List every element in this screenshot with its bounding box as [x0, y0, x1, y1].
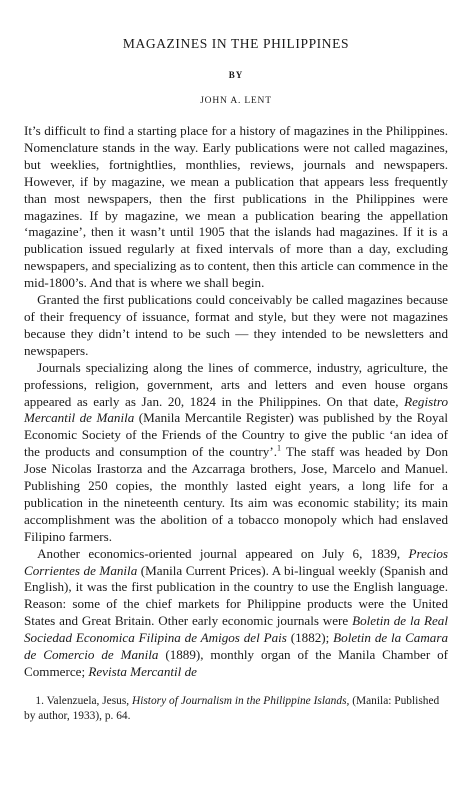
publication-title: Boletin de la Camara de Comercio de Manila	[24, 630, 449, 663]
paragraph-4	[24, 546, 448, 681]
paragraph-1: It’s difficult to find a starting place for a history of magazines in the Philippines. Nomenclature stands in the way. Early publications were not called magazines, but weeklies, fortnightlies, monthlies, reviews, journals and newspapers. However, if by magazine, we mean a publication that appears less frequently than most newspapers, then the first publications in the Philippines were magazines. If by magazine, we mean a publication bearing the appellation ‘magazine’, then it wasn’t until 1905 that the islands had magazines. If it is a publication issued regularly at fixed intervals of more than a day, excluding newspapers, and specializing as to content, then this article can commence in the mid-1800’s. And that is where we shall begin.	[24, 123, 448, 291]
footnote-text-a: 1. Valenzuela, Jesus,	[35, 694, 132, 707]
paragraph-3-text-a: Journals specializing along the lines of commerce, industry, agriculture, the professions, religion, government, arts and letters and even house organs appeared as early as Jan. 20, 1824 in the Philippines. On that date,	[24, 359, 448, 409]
footnote-reference: 1	[276, 443, 281, 453]
footnote-text-c: (Manila: Published by author, 1933), p. 64.	[24, 694, 440, 722]
paragraph-3	[24, 360, 448, 546]
paragraph-2: Granted the first publications could conceivably be called magazines because of their frequency of issuance, format and style, but they were not magazines because they didn’t intend to be such — they intended to be newsletters and newspapers.	[24, 292, 448, 358]
byline-label: BY	[228, 70, 244, 80]
publication-title: Boletin de la Real Sociedad Economica Filipina de Amigos del Pais	[24, 613, 448, 646]
footnote	[24, 694, 448, 724]
paragraph-4-text-a: Another economics-oriented journal appeared on July 6, 1839,	[37, 545, 409, 561]
footnote-book-title: History of Journalism in the Philippine Islands,	[131, 694, 350, 707]
article-body	[24, 123, 448, 681]
paragraph-4-text-e: (1882);	[286, 630, 334, 646]
paragraph-3-text-d: The staff was headed by Don Jose Nicolas Irastorza and the Azcarraga brothers, Jose, Marcelo and Manuel. Publishing 250 copies, the monthly lasted eight years, a long life for a publication in the nineteenth century. Its aim was economic stability; its main accomplishment was the abolition of a tobacco monopoly which had enslaved Filipino farmers.	[24, 444, 448, 544]
paragraph-3-text-c: (Manila Mercantile Register) was published by the Royal Economic Society of the Friends of the Country to give the public ‘an idea of the products and consumption of the country’.	[24, 410, 448, 460]
publication-title: Revista Mercantil de	[88, 664, 197, 679]
paragraph-4-text-g: (1889), monthly organ of the Manila Chamber of Commerce;	[24, 647, 448, 679]
paragraph-4-text-c: (Manila Current Prices). A bi-lingual weekly (Spanish and English), it was the first publication in the country to use the English language. Reason: some of the chief markets for Philippine products were the United States and Great Britain. Other early economic journals were	[24, 562, 448, 629]
article-title: MAGAZINES IN THE PHILIPPINES	[122, 36, 350, 51]
publication-title: Precios Corrientes de Manila	[24, 545, 448, 578]
publication-title: Registro Mercantil de Manila	[24, 393, 448, 426]
author-name: JOHN A. LENT	[200, 96, 272, 106]
